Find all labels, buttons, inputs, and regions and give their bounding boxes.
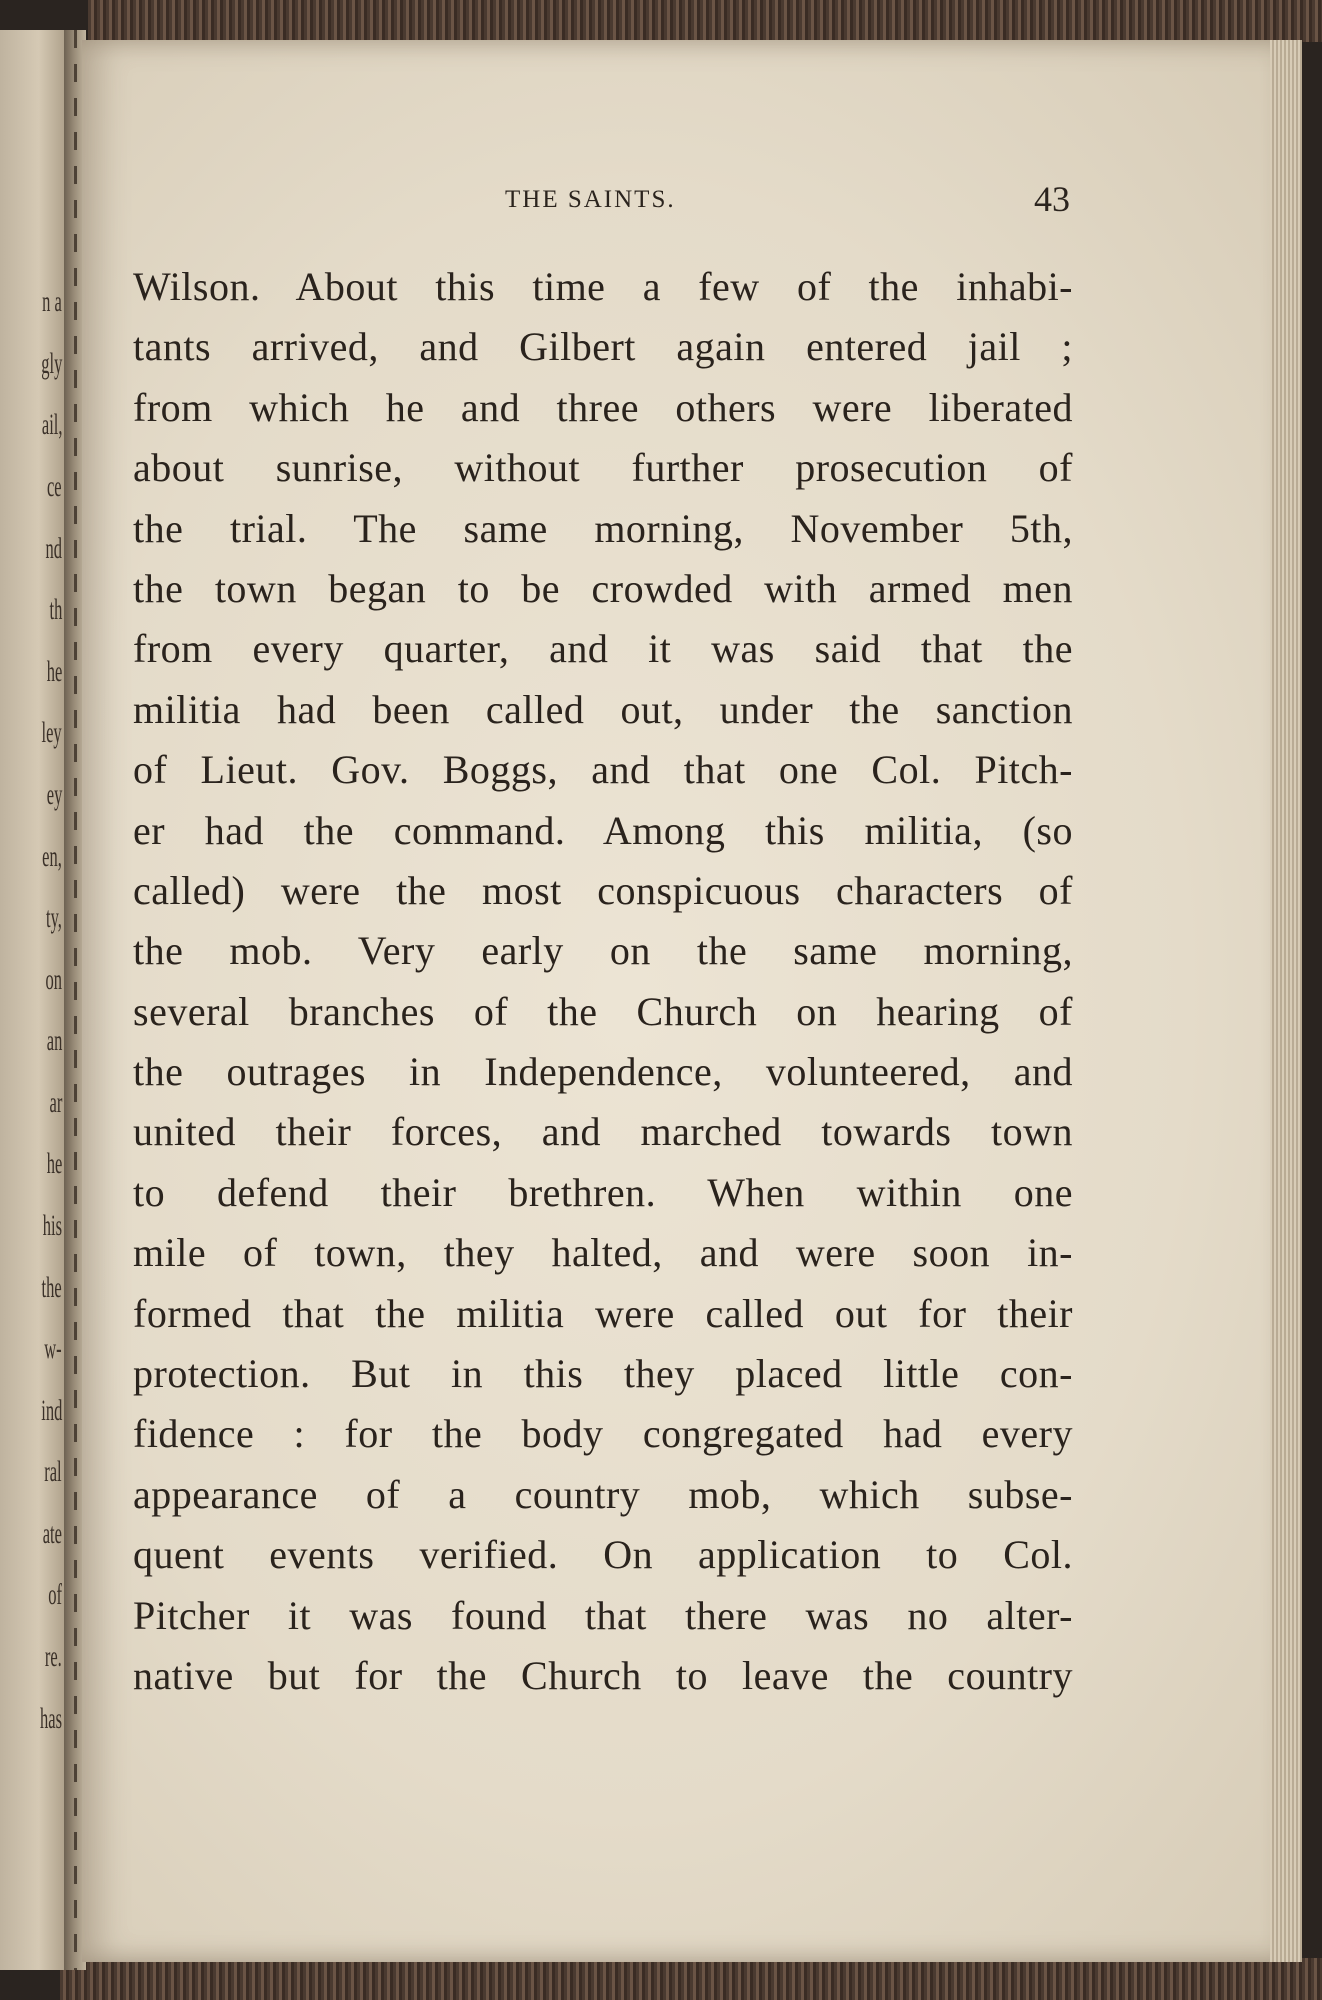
facing-page-fragment: gly [40,347,62,380]
facing-page-fragment: of [48,1578,62,1611]
text-line: the trial. The same morning, November 5th, [133,505,1073,551]
text-line: mile of town, they halted, and were soon in- [133,1230,1073,1276]
binding-top-edge [88,0,1322,42]
page-edges [1270,40,1302,1962]
binding-stitch [74,30,77,1970]
text-line: the town began to be crowded with armed men [133,565,1073,611]
text-line: the outrages in Independence, volunteered, and [133,1049,1073,1095]
text-line: er had the command. Among this militia, (so [133,807,1073,853]
body-text [133,257,1073,1706]
facing-page-fragment: ty, [46,901,62,934]
facing-page-fragment: re. [45,1640,62,1673]
facing-page [0,30,70,1970]
text-line: united their forces, and marched towards town [133,1109,1073,1155]
facing-page-fragment: has [40,1702,62,1735]
text-line: native but for the Church to leave the country [133,1652,1073,1698]
text-line: from which he and three others were liberated [133,384,1073,430]
facing-page-fragment: the [41,1271,62,1304]
facing-page-fragment: ey [46,778,62,811]
text-line: the mob. Very early on the same morning, [133,928,1073,974]
text-line: protection. But in this they placed little con- [133,1351,1073,1397]
text-line: quent events verified. On application to Col. [133,1532,1073,1578]
facing-page-fragment: ate [42,1517,62,1550]
text-line: tants arrived, and Gilbert again entered jail ; [133,324,1073,370]
text-line: of Lieut. Gov. Boggs, and that one Col. Pitch- [133,747,1073,793]
text-line: appearance of a country mob, which subse- [133,1471,1073,1517]
text-line: formed that the militia were called out for their [133,1290,1073,1336]
binding-bottom-edge [60,1958,1322,2000]
text-line: militia had been called out, under the sanction [133,686,1073,732]
text-line: Wilson. About this time a few of the inhabi- [133,264,1073,309]
facing-page-fragment: w- [44,1332,62,1365]
text-line: fidence : for the body congregated had every [133,1411,1073,1457]
facing-page-fragment: ce [47,470,62,503]
text-line: several branches of the Church on hearing of [133,988,1073,1034]
facing-page-fragment: ral [44,1455,62,1488]
facing-page-fragment: ley [41,716,62,749]
facing-page-fragment: ind [40,1394,62,1427]
text-line: from every quarter, and it was said that the [133,626,1073,672]
facing-page-fragment: nd [45,532,62,565]
facing-page-fragment: an [46,1024,62,1057]
facing-page-fragment: his [42,1209,62,1242]
facing-page-fragment: he [46,1147,62,1180]
facing-page-fragment: ar [49,1086,62,1119]
running-head: THE SAINTS. [505,186,676,213]
facing-page-fragment: en, [42,840,62,873]
facing-page-fragment: ail, [41,408,62,441]
page-number: 43 [1034,179,1070,219]
facing-page-fragment: n a [42,285,62,318]
facing-page-fragment: on [45,963,62,996]
facing-page-fragment: he [46,655,62,688]
facing-page-fragment: th [49,593,62,626]
text-line: about sunrise, without further prosecution of [133,445,1073,491]
text-line: Pitcher it was found that there was no alter- [133,1592,1073,1638]
text-line: to defend their brethren. When within one [133,1169,1073,1215]
text-line: called) were the most conspicuous characters of [133,867,1073,913]
